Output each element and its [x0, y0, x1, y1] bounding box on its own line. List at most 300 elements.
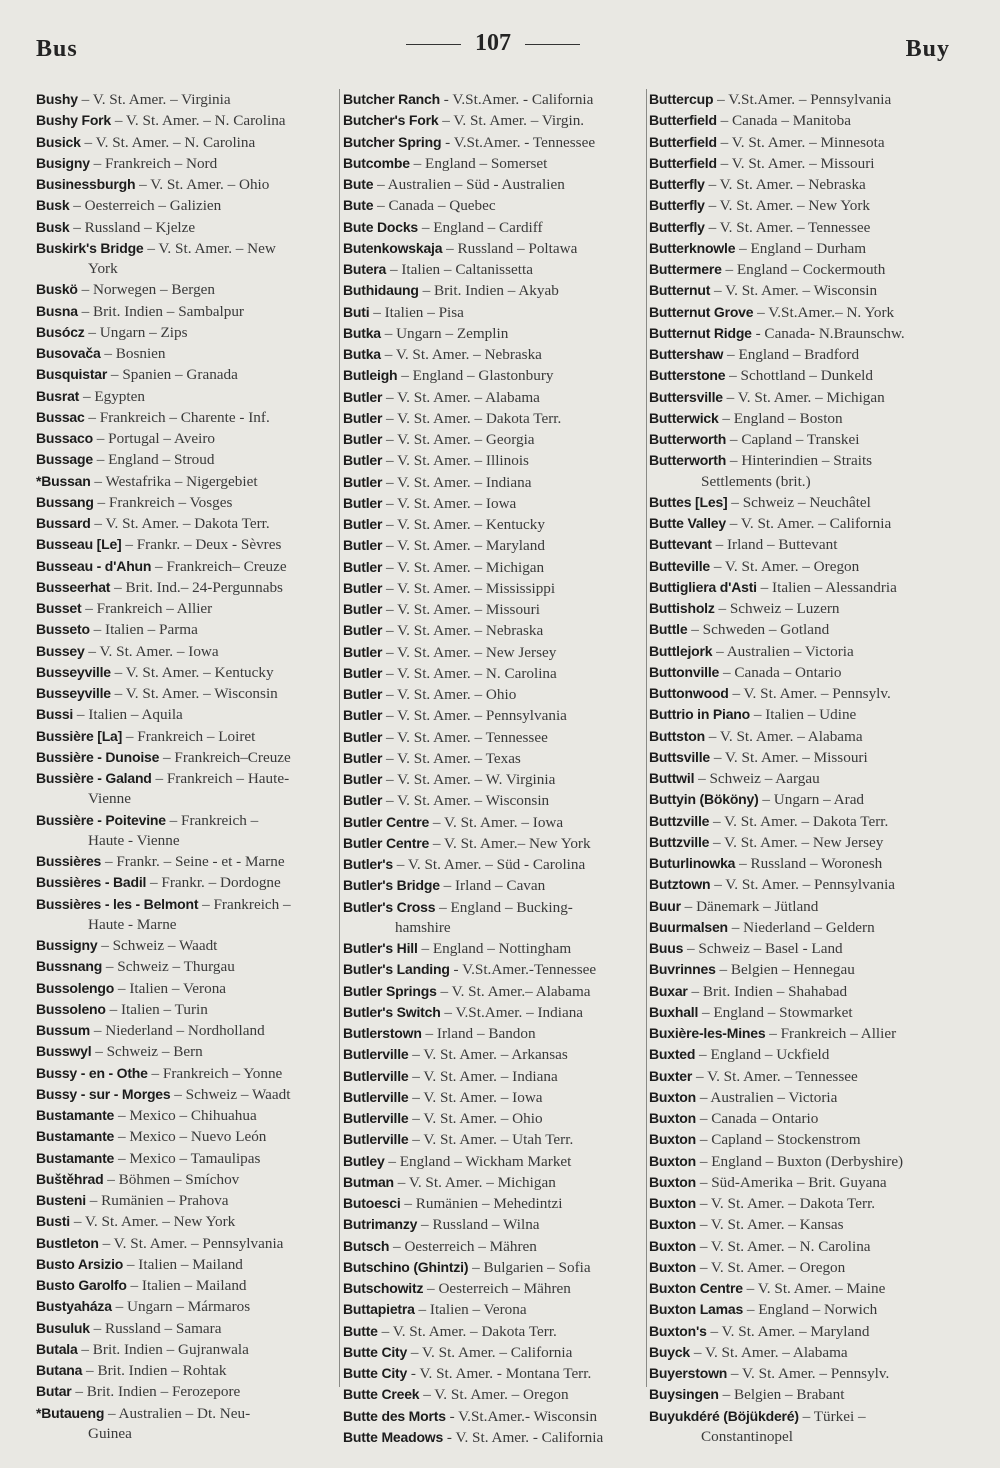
- entry-headword: Butterstone: [649, 367, 726, 384]
- entry-headword: Bute Docks: [343, 218, 419, 235]
- entry-location: – V. St. Amer. – Michigan: [382, 558, 545, 576]
- gazetteer-entry: [649, 1299, 959, 1320]
- entry-location: – V. St. Amer. – Wisconsin: [710, 282, 878, 300]
- entry-headword: Bustamante: [36, 1107, 115, 1123]
- gazetteer-entry: [649, 726, 959, 747]
- entry-headword: Buxton: [649, 1152, 697, 1169]
- entry-headword: Buxton: [649, 1173, 697, 1190]
- entry-location: – Ungarn – Mármaros: [111, 1298, 251, 1316]
- gazetteer-entry: [36, 1126, 336, 1147]
- entry-location: – Oesterreich – Mähren: [423, 1280, 571, 1297]
- entry-headword: Busseto: [36, 621, 90, 638]
- entry-location: – England – Bradford: [723, 346, 860, 363]
- gazetteer-entry: [343, 302, 643, 323]
- gazetteer-entry: [36, 726, 336, 747]
- entry-location: – V. St. Amer. – Missouri: [710, 748, 868, 766]
- gazetteer-entry: [343, 981, 643, 1002]
- gazetteer-entry: [649, 1257, 959, 1278]
- entry-location: – V. St. Amer. – Dakota Terr.: [382, 409, 562, 427]
- entry-location: – V. St. Amer. – New York: [704, 197, 871, 215]
- entry-location: – V. St. Amer. – Alabama: [704, 727, 863, 745]
- gazetteer-entry: [36, 1041, 336, 1062]
- gazetteer-entry: [649, 896, 959, 917]
- entry-headword: Bute: [343, 197, 374, 214]
- gazetteer-entry: [649, 132, 959, 153]
- gazetteer-entry: [36, 110, 336, 131]
- gazetteer-entry: [649, 259, 959, 280]
- entry-headword: Buttle: [649, 621, 688, 638]
- entry-headword: Buttermere: [649, 261, 722, 277]
- entry-location: – V. St. Amer. – N. Carolina: [111, 112, 286, 130]
- gazetteer-entry: [649, 174, 959, 195]
- gazetteer-entry: [649, 1214, 959, 1235]
- gazetteer-entry: [649, 153, 959, 174]
- entry-location: – Russland – Wilna: [417, 1216, 540, 1234]
- entry-location: – Frankreich – Nord: [89, 154, 218, 172]
- entry-headword: Busset: [36, 600, 82, 616]
- gazetteer-entry: [36, 364, 336, 385]
- entry-location: – Schweden – Gotland: [687, 621, 830, 639]
- entry-headword: Busseyville: [36, 685, 111, 701]
- entry-location: – Italien – Mailand: [123, 1255, 243, 1273]
- entry-location: – England – Glastonbury: [397, 367, 554, 385]
- entry-location: – V. St. Amer. – Michigan: [393, 1173, 556, 1191]
- entry-headword: Buvrinnes: [649, 961, 716, 978]
- gazetteer-entry: [36, 641, 336, 662]
- entry-headword: Butler: [343, 622, 383, 639]
- entry-location: – Russland – Poltawa: [442, 239, 578, 257]
- entry-headword: Bustamante: [36, 1149, 115, 1166]
- gazetteer-entry: [649, 89, 959, 110]
- entry-location: – Italien – Aquila: [73, 706, 183, 724]
- entry-headword: Bussage: [36, 451, 93, 468]
- entry-location: – Irland – Buttevant: [711, 536, 838, 554]
- entry-headword: Buxière-les-Mines: [649, 1025, 766, 1041]
- gazetteer-entry: [649, 1151, 959, 1172]
- entry-headword: Bussière - Dunoise: [36, 748, 160, 765]
- entry-headword: Buxton: [649, 1216, 697, 1233]
- entry-location: – Italien – Verona: [114, 979, 227, 997]
- entry-headword: Butlerville: [343, 1067, 409, 1084]
- gazetteer-entry: [649, 662, 959, 683]
- entry-headword: Buttston: [649, 727, 705, 744]
- gazetteer-entry: [343, 1406, 643, 1427]
- gazetteer-entry: [649, 1384, 959, 1405]
- entry-location: – Mexico – Chihuahua: [114, 1107, 257, 1124]
- entry-continuation: Haute - Marne: [88, 915, 177, 933]
- entry-headword: Butterwick: [649, 409, 719, 426]
- entry-headword: Butler: [343, 409, 383, 426]
- entry-location: – Rumänien – Prahova: [85, 1192, 229, 1209]
- entry-headword: Bussey: [36, 642, 85, 659]
- entry-location: – Brit. Ind.– 24-Pergunnabs: [110, 578, 283, 596]
- entry-headword: Buur: [649, 897, 681, 914]
- entry-location: – Frankr. – Deux - Sèvres: [121, 536, 282, 554]
- entry-headword: Buttonville: [649, 663, 720, 680]
- entry-location: – V. St. Amer. – Ohio: [382, 686, 517, 703]
- entry-location: - V.St.Amer.- Wisconsin: [445, 1407, 598, 1425]
- entry-headword: Butera: [343, 261, 387, 277]
- gazetteer-entry: [36, 999, 336, 1020]
- entry-headword: Buttes [Les]: [649, 493, 728, 510]
- entry-location: – V. St. Amer. – N. Carolina: [382, 664, 557, 682]
- entry-headword: Busseau - d'Ahun: [36, 557, 152, 574]
- entry-location: – Oesterreich – Mähren: [389, 1237, 537, 1255]
- entry-headword: Butleigh: [343, 367, 398, 384]
- gazetteer-entry: [36, 1296, 336, 1317]
- entry-location: – Norwegen – Bergen: [77, 281, 216, 299]
- entry-location: – Niederland – Nordholland: [90, 1022, 265, 1039]
- entry-location: – Böhmen – Smíchov: [103, 1170, 240, 1188]
- gazetteer-entry: [36, 851, 336, 872]
- entry-headword: Butternut: [649, 282, 711, 299]
- entry-headword: Businessburgh: [36, 176, 136, 192]
- entry-headword: Busseau [Le]: [36, 536, 122, 553]
- entry-headword: Buttershaw: [649, 346, 724, 362]
- entry-headword: Butterknowle: [649, 239, 736, 256]
- gazetteer-entry: [649, 1129, 959, 1150]
- entry-location: – V. St. Amer. – Illinois: [382, 452, 529, 470]
- gazetteer-entry: [343, 132, 643, 153]
- gazetteer-entry: [36, 1318, 336, 1339]
- entry-headword: Bushy: [36, 91, 78, 107]
- entry-location: – V. St. Amer. – Missouri: [716, 154, 875, 172]
- entry-headword: Butler's Switch: [343, 1003, 441, 1020]
- entry-headword: Butschowitz: [343, 1280, 424, 1296]
- entry-headword: Buyerstown: [649, 1365, 728, 1381]
- gazetteer-entry: [649, 768, 959, 789]
- gazetteer-column-3: [649, 89, 959, 1445]
- gazetteer-entry: [343, 195, 643, 216]
- entry-headword: Butman: [343, 1173, 394, 1190]
- entry-headword: Butler: [343, 792, 383, 809]
- entry-location: – V. St. Amer. – Arkansas: [408, 1046, 568, 1064]
- entry-location: – England – Stroud: [92, 451, 215, 469]
- gazetteer-entry: [343, 897, 643, 939]
- gazetteer-entry: [343, 280, 643, 301]
- entry-headword: Butler: [343, 431, 383, 447]
- entry-location: – Italien – Mailand: [126, 1277, 247, 1294]
- gazetteer-entry: [36, 217, 336, 238]
- entry-headword: Butterfly: [649, 176, 705, 192]
- gazetteer-entry: [343, 1278, 643, 1299]
- entry-location: - Canada- N.Braunschw.: [751, 324, 905, 342]
- gazetteer-entry: [649, 556, 959, 577]
- gazetteer-entry: [649, 1023, 959, 1044]
- gazetteer-entry: [343, 344, 643, 365]
- entry-location: – Schweiz – Waadt: [97, 937, 218, 954]
- gazetteer-entry: [649, 534, 959, 555]
- entry-headword: Bussum: [36, 1022, 91, 1038]
- entry-location: – V. St. Amer. – Iowa: [429, 813, 564, 831]
- entry-headword: Bussière [La]: [36, 727, 123, 744]
- entry-location: – England – Uckfield: [695, 1046, 830, 1064]
- entry-headword: Butler: [343, 516, 383, 532]
- entry-headword: Buxar: [649, 982, 688, 999]
- entry-headword: Buskirk's Bridge: [36, 239, 144, 256]
- entry-location: – Frankreich – Haute-: [151, 770, 290, 787]
- column-divider: [339, 89, 340, 1387]
- entry-headword: Butte Valley: [649, 515, 726, 531]
- gazetteer-entry: [343, 1066, 643, 1087]
- entry-headword: Bussang: [36, 493, 94, 510]
- entry-location: – V. St. Amer. – Dakota Terr.: [377, 1322, 557, 1340]
- entry-headword: Bussnang: [36, 958, 103, 975]
- gazetteer-entry: [649, 365, 959, 386]
- gazetteer-entry: [343, 854, 643, 875]
- gazetteer-entry: [36, 492, 336, 513]
- gazetteer-entry: [343, 1044, 643, 1065]
- entry-location: – V. St. Amer. – Texas: [382, 749, 521, 767]
- entry-headword: Butar: [36, 1383, 72, 1400]
- entry-location: – V. St. Amer.– Alabama: [436, 982, 591, 1000]
- entry-headword: Buxton: [649, 1088, 697, 1105]
- entry-location: – Frankreich – Allier: [765, 1025, 897, 1042]
- entry-location: – England – Wickham Market: [384, 1152, 572, 1170]
- entry-headword: Bustleton: [36, 1234, 99, 1251]
- running-head-left: Bus: [36, 36, 78, 62]
- entry-headword: Butsch: [343, 1237, 390, 1254]
- entry-headword: *Bussan: [36, 472, 91, 489]
- gazetteer-entry: [36, 747, 336, 768]
- gazetteer-entry: [36, 343, 336, 364]
- entry-headword: Bustamante: [36, 1128, 115, 1145]
- entry-location: – V. St. Amer. – New Jersey: [709, 833, 884, 851]
- entry-headword: *Butaueng: [36, 1404, 105, 1421]
- entry-headword: Butterfly: [649, 197, 705, 214]
- entry-location: – V. St. Amer. – Nebraska: [382, 622, 544, 640]
- entry-headword: Butler's Landing: [343, 961, 450, 978]
- gazetteer-entry: [343, 1236, 643, 1257]
- entry-location: – England – Stowmarket: [698, 1003, 853, 1021]
- entry-headword: Butler: [343, 707, 383, 724]
- gazetteer-entry: [343, 812, 643, 833]
- entry-headword: Bustyaháza: [36, 1298, 112, 1315]
- entry-location: – V. St. Amer. – Virgin.: [438, 112, 585, 130]
- entry-location: – Capland – Stockenstrom: [696, 1131, 861, 1149]
- entry-headword: Busovača: [36, 345, 101, 361]
- entry-location: – Ungarn – Zips: [84, 323, 188, 341]
- entry-headword: Buštěhrad: [36, 1170, 104, 1187]
- entry-location: – Frankreich –: [165, 811, 259, 829]
- entry-headword: Butte: [343, 1322, 378, 1339]
- entry-location: - V. St. Amer. - Montana Terr.: [407, 1365, 592, 1382]
- entry-location: – Russland – Woronesh: [735, 855, 883, 872]
- gazetteer-entry: [36, 598, 336, 619]
- entry-location: – England – Cardiff: [418, 218, 543, 236]
- entry-location: – England – Boston: [718, 409, 843, 427]
- entry-location: – V. St. Amer. – Pennsylvania: [382, 707, 567, 725]
- gazetteer-entry: [649, 492, 959, 513]
- entry-headword: Busteni: [36, 1192, 86, 1208]
- gazetteer-entry: [649, 874, 959, 895]
- entry-location: – V. St. Amer. – Michigan: [722, 388, 885, 406]
- entry-location: – Westafrika – Nigergebiet: [90, 472, 258, 490]
- gazetteer-entry: [649, 387, 959, 408]
- gazetteer-entry: [343, 642, 643, 663]
- gazetteer-entry: [649, 747, 959, 768]
- entry-headword: Buxter: [649, 1067, 693, 1084]
- entry-headword: Busk: [36, 197, 70, 214]
- entry-location: – V. St. Amer. – Tennessee: [692, 1067, 858, 1085]
- entry-headword: Buyukdéré (Böjükderé): [649, 1407, 799, 1424]
- entry-headword: Butte Creek: [343, 1386, 420, 1403]
- entry-headword: Butternut Grove: [649, 303, 754, 320]
- gazetteer-entry: [343, 620, 643, 641]
- entry-location: – Canada – Ontario: [696, 1110, 819, 1127]
- entry-headword: Butcher Ranch: [343, 91, 440, 107]
- entry-continuation: Guinea: [88, 1424, 132, 1442]
- entry-continuation: Haute - Vienne: [88, 831, 180, 849]
- running-head-right: Buy: [905, 36, 950, 62]
- entry-location: – England – Somerset: [409, 154, 548, 172]
- gazetteer-entry: [343, 1023, 643, 1044]
- gazetteer-entry: [36, 322, 336, 343]
- gazetteer-entry: [343, 1193, 643, 1214]
- gazetteer-entry: [36, 1169, 336, 1190]
- column-divider: [646, 89, 647, 1387]
- gazetteer-entry: [343, 1172, 643, 1193]
- entry-location: – Italien – Caltanissetta: [386, 261, 533, 278]
- entry-location: – Australien – Victoria: [696, 1088, 838, 1106]
- gazetteer-entry: [343, 748, 643, 769]
- entry-location: – V. St. Amer. – Dakota Terr.: [696, 1195, 876, 1212]
- entry-headword: Bussaco: [36, 430, 93, 446]
- gazetteer-entry: [343, 959, 643, 980]
- entry-headword: Busócz: [36, 323, 85, 340]
- gazetteer-entry: [343, 1087, 643, 1108]
- entry-location: – Russland – Kjelze: [69, 218, 196, 236]
- gazetteer-entry: [649, 981, 959, 1002]
- gazetteer-entry: [343, 429, 643, 450]
- entry-headword: Butrimanzy: [343, 1216, 418, 1233]
- entry-location: – V. St. Amer.– New York: [429, 834, 591, 852]
- entry-location: – Frankreich–Creuze: [159, 748, 291, 766]
- entry-headword: Butcher Spring: [343, 133, 442, 150]
- entry-headword: Butler's Hill: [343, 940, 418, 956]
- gazetteer-entry: [36, 810, 336, 852]
- entry-headword: Busigny: [36, 154, 90, 171]
- gazetteer-entry: [36, 1360, 336, 1381]
- gazetteer-entry: [36, 577, 336, 598]
- page-number: 107: [475, 30, 511, 56]
- gazetteer-entry: [649, 853, 959, 874]
- entry-continuation: Vienne: [88, 790, 131, 808]
- entry-headword: Bussac: [36, 408, 85, 425]
- entry-location: – Spanien – Granada: [107, 366, 238, 384]
- entry-headword: Buttyin (Bököny): [649, 791, 759, 808]
- gazetteer-entry: [343, 217, 643, 238]
- gazetteer-entry: [36, 1190, 336, 1211]
- header-rule-left: [406, 44, 461, 45]
- entry-location: – Canada – Quebec: [373, 197, 496, 215]
- gazetteer-entry: [36, 428, 336, 449]
- header-rule-right: [525, 44, 580, 45]
- entry-headword: Butler: [343, 686, 383, 702]
- entry-location: – V. St. Amer. – Minnesota: [716, 133, 885, 151]
- entry-headword: Buturlinowka: [649, 855, 736, 871]
- entry-headword: Butler: [343, 494, 383, 511]
- entry-location: - V.St.Amer.-Tennessee: [449, 961, 597, 979]
- entry-location: – V. St. Amer. – N. Carolina: [80, 133, 256, 151]
- entry-headword: Busuluk: [36, 1319, 90, 1336]
- entry-headword: Buttrio in Piano: [649, 706, 751, 723]
- entry-location: – V. St. Amer. – Georgia: [382, 431, 535, 448]
- gazetteer-entry: [36, 556, 336, 577]
- entry-headword: Butana: [36, 1362, 83, 1378]
- gazetteer-entry: [343, 1342, 643, 1363]
- entry-headword: Butenkowskaja: [343, 239, 443, 256]
- gazetteer-entry: [649, 1363, 959, 1384]
- gazetteer-entry: [343, 1214, 643, 1235]
- gazetteer-entry: [343, 1151, 643, 1172]
- entry-headword: Bussy - en - Othe: [36, 1064, 148, 1081]
- gazetteer-entry: [343, 790, 643, 811]
- gazetteer-entry: [343, 238, 643, 259]
- entry-headword: Butler Springs: [343, 982, 437, 999]
- entry-headword: Butler: [343, 749, 383, 766]
- entry-headword: Butley: [343, 1152, 385, 1169]
- entry-location: – V. St. Amer. – Nebraska: [704, 176, 866, 193]
- gazetteer-entry: [343, 89, 643, 110]
- entry-location: – V. St. Amer. – Kentucky: [110, 663, 274, 681]
- entry-headword: Buxton: [649, 1131, 697, 1148]
- entry-location: – Brit. Indien – Gujranwala: [77, 1340, 249, 1358]
- entry-location: – England – Cockermouth: [721, 261, 886, 278]
- entry-continuation: York: [88, 260, 118, 277]
- entry-headword: Busswyl: [36, 1043, 92, 1060]
- entry-location: – V. St. Amer. – Pennsylvania: [98, 1234, 284, 1252]
- entry-location: – Irland – Bandon: [421, 1025, 536, 1042]
- gazetteer-entry: [649, 704, 959, 725]
- gazetteer-entry: [649, 619, 959, 640]
- entry-headword: Buttlejork: [649, 642, 713, 659]
- gazetteer-entry: [36, 301, 336, 322]
- entry-headword: Butte Meadows: [343, 1428, 444, 1445]
- page-number-block: [36, 30, 950, 57]
- entry-location: – Brit. Indien – Rohtak: [82, 1362, 227, 1379]
- entry-location: – Italien – Alessandria: [756, 578, 897, 596]
- entry-headword: Buttigliera d'Asti: [649, 578, 757, 595]
- gazetteer-entry: [36, 1381, 336, 1402]
- gazetteer-entry: [343, 153, 643, 174]
- gazetteer-entry: [36, 534, 336, 555]
- entry-location: – V. St. Amer. – Tennessee: [382, 728, 548, 746]
- entry-headword: Buxton's: [649, 1322, 707, 1339]
- gazetteer-entry: [36, 935, 336, 956]
- gazetteer-entry: [343, 174, 643, 195]
- gazetteer-entry: [343, 1321, 643, 1342]
- gazetteer-entry: [36, 174, 336, 195]
- entry-headword: Buttwil: [649, 770, 695, 786]
- gazetteer-entry: [36, 1211, 336, 1232]
- gazetteer-entry: [343, 110, 643, 131]
- gazetteer-entry: [343, 1257, 643, 1278]
- entry-headword: Butler: [343, 664, 383, 681]
- gazetteer-entry: [36, 195, 336, 216]
- entry-headword: Butoesci: [343, 1195, 401, 1211]
- gazetteer-entry: [343, 1363, 643, 1384]
- gazetteer-entry: [36, 956, 336, 977]
- gazetteer-entry: [649, 1278, 959, 1299]
- entry-location: – Portugal – Aveiro: [92, 430, 216, 447]
- entry-location: – V. St. Amer. – Süd - Carolina: [392, 856, 586, 873]
- entry-location: – V. St. Amer. – Iowa: [84, 642, 219, 660]
- entry-location: – V. St. Amer. – Missouri: [382, 601, 540, 618]
- entry-headword: Butka: [343, 346, 381, 362]
- entry-headword: Butler: [343, 643, 383, 660]
- gazetteer-entry: [343, 705, 643, 726]
